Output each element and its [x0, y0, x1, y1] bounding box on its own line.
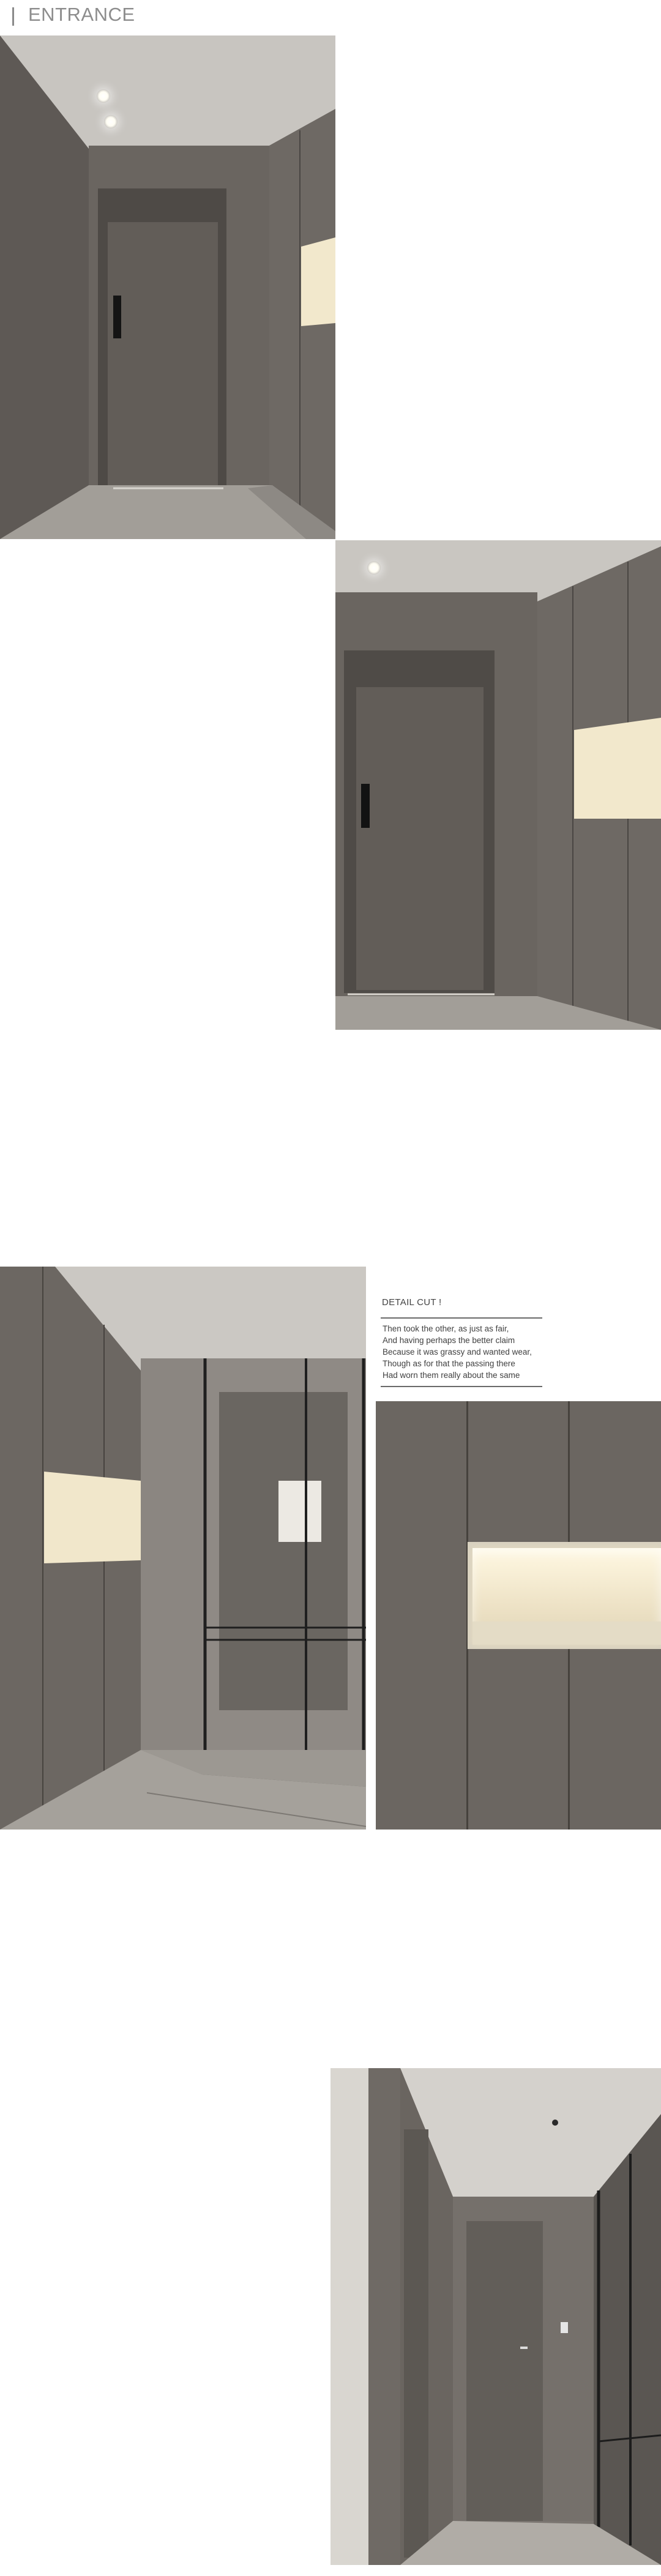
photo-shoe-cabinet-niche — [376, 1401, 661, 1830]
photo-hallway-interior-door — [330, 2068, 661, 2565]
poem-line: Had worn them really about the same — [383, 1371, 520, 1380]
poem-line: Because it was grassy and wanted wear, — [383, 1347, 532, 1357]
ceiling-light — [104, 115, 118, 128]
divider — [381, 1386, 542, 1387]
page-title: ENTRANCE — [28, 4, 135, 25]
photo-entrance-door-angle — [335, 540, 661, 1030]
ceiling-light — [552, 2120, 558, 2126]
poem-line: And having perhaps the better claim — [383, 1336, 515, 1345]
divider — [381, 1317, 542, 1319]
detail-poem — [383, 1323, 548, 1381]
page-header — [0, 0, 661, 34]
detail-title: DETAIL CUT ! — [382, 1297, 442, 1308]
niche-floor — [472, 1621, 661, 1645]
photo-entrance-glass-partition — [0, 1267, 366, 1830]
ceiling-light — [97, 89, 110, 103]
photo-entrance-corridor — [0, 35, 335, 539]
poem-line: Then took the other, as just as fair, — [383, 1324, 509, 1333]
poem-line: Though as for that the passing there — [383, 1359, 515, 1368]
ceiling-light — [367, 561, 381, 575]
title-accent-bar — [12, 7, 14, 26]
